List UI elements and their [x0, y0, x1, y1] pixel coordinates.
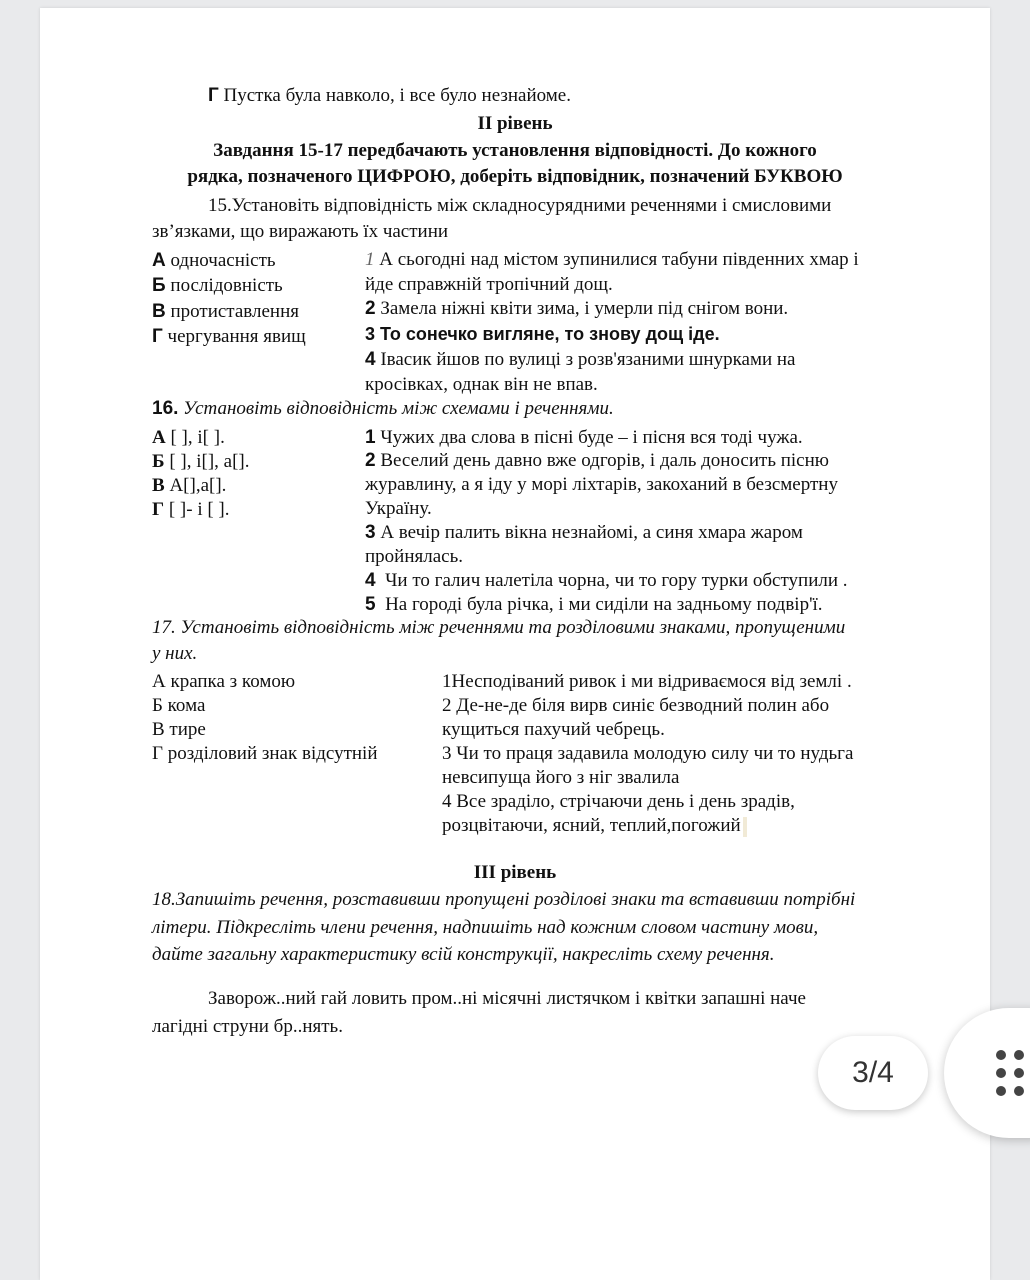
task18-line-2: літери. Підкресліть члени речення, надпишіть над кожним словом частину мови, — [152, 917, 819, 938]
task17-sentence-3: 3 Чи то праця задавила молодую силу чи то нудьга — [442, 743, 854, 764]
task15-option-d: Г чергування явищ — [152, 326, 306, 347]
task15-option-a: А одночасність — [152, 250, 276, 271]
task15-title-line-1: 15.Установіть відповідність між складносурядними реченнями і смисловими — [208, 195, 832, 216]
task16-sentence-5: 5 На городі була річка, і ми сиділи на задньому подвір'ї. — [365, 594, 823, 615]
task15-title-line-2: зв’язками, що виражають їх частини — [152, 221, 449, 242]
task17-title-line-2: у них. — [152, 643, 198, 664]
level3-title: ІІІ рівень — [473, 862, 557, 883]
task15-sentence-4-cont: кросівках, однак він не впав. — [365, 374, 598, 395]
task16-option-c: В А[],а[]. — [152, 475, 227, 496]
task16-sentence-4: 4 Чи то галич налетіла чорна, чи то гору турки обступили . — [365, 570, 848, 591]
task15-option-c: В протиставлення — [152, 301, 299, 322]
task17-option-b: Б кома — [152, 695, 206, 716]
task17-sentence-3-cont: невсипуща його з ніг звалила — [442, 767, 680, 788]
task18-sentence-line-1: Заворож..ний гай ловить пром..ні місячні листячком і квітки запашні наче — [208, 988, 806, 1009]
task16-sentence-2-cont-2: Україну. — [365, 498, 432, 519]
task15-option-b: Б послідовність — [152, 275, 283, 296]
task17-option-a: А крапка з комою — [152, 671, 296, 692]
task18-line-3: дайте загальну характеристику всій конструкції, накресліть схему речення. — [152, 944, 775, 965]
instructions-line-2: рядка, позначеного ЦИФРОЮ, доберіть відповідник, позначений БУКВОЮ — [187, 166, 843, 187]
task18-line-1: 18.Запишіть речення, розставивши пропущені розділові знаки та вставивши потрібні — [152, 889, 856, 910]
task16-sentence-3-cont: пройнялась. — [365, 546, 464, 567]
page-indicator[interactable]: 3/4 — [818, 1036, 928, 1110]
task15-sentence-3: 3 То сонечко вигляне, то знову дощ іде. — [365, 324, 720, 344]
task17-sentence-4: 4 Все зраділо, стрічаючи день і день зрадів, — [442, 791, 795, 812]
task16-sentence-2: 2 Веселий день давно вже одгорів, і даль доносить пісню — [365, 450, 829, 471]
task16-sentence-3: 3 А вечір палить вікна незнайомі, а синя хмара жаром — [365, 522, 803, 543]
task15-sentence-2: 2 Замела ніжні квіти зима, і умерли під снігом вони. — [365, 298, 789, 319]
task17-sentence-1: 1Несподіваний ривок і ми відриваємося від землі . — [442, 671, 852, 692]
level2-title: ІІ рівень — [477, 113, 553, 134]
task16-sentence-2-cont-1: журавлину, а я іду у морі ліхтарів, закоханий в безсмертну — [365, 474, 838, 495]
task17-sentence-2-cont: кущиться пахучий чебрець. — [442, 719, 665, 740]
task15-sentence-1-cont: йде справжній тропічний дощ. — [365, 274, 613, 295]
task16-option-d: Г [ ]- і [ ]. — [152, 499, 230, 520]
task17-option-c: В тире — [152, 719, 206, 740]
task16-sentence-1: 1 Чужих два слова в пісні буде – і пісня вся тоді чужа. — [365, 427, 803, 448]
task17-sentence-4-cont: розцвітаючи, ясний, теплий,погожий — [442, 814, 747, 838]
task15-sentence-1: 1 А сьогодні над містом зупинилися табуни південних хмар і — [365, 249, 859, 270]
task15-sentence-4: 4 Івасик йшов по вулиці з розв'язаними шнурками на — [365, 349, 796, 370]
task16-option-a: А [ ], і[ ]. — [152, 427, 225, 448]
grid-dots-icon — [996, 1050, 1026, 1096]
task16-title: 16. Установіть відповідність між схемами і реченнями. — [152, 398, 614, 419]
task17-sentence-2: 2 Де-не-де біля вирв синіє безводний полин або — [442, 695, 830, 716]
task17-title-line-1: 17. Установіть відповідність між реченнями та розділовими знаками, пропущеними — [152, 617, 846, 638]
task16-option-b: Б [ ], і[], а[]. — [152, 451, 250, 472]
instructions-line-1: Завдання 15-17 передбачають установлення відповідності. До кожного — [213, 140, 817, 161]
task17-option-d: Г розділовий знак відсутній — [152, 743, 378, 764]
prev-option-g: Г Пустка була навколо, і все було незнайоме. — [208, 85, 571, 106]
task18-sentence-line-2: лагідні струни бр..нять. — [152, 1016, 343, 1037]
highlight-marker — [743, 817, 747, 837]
